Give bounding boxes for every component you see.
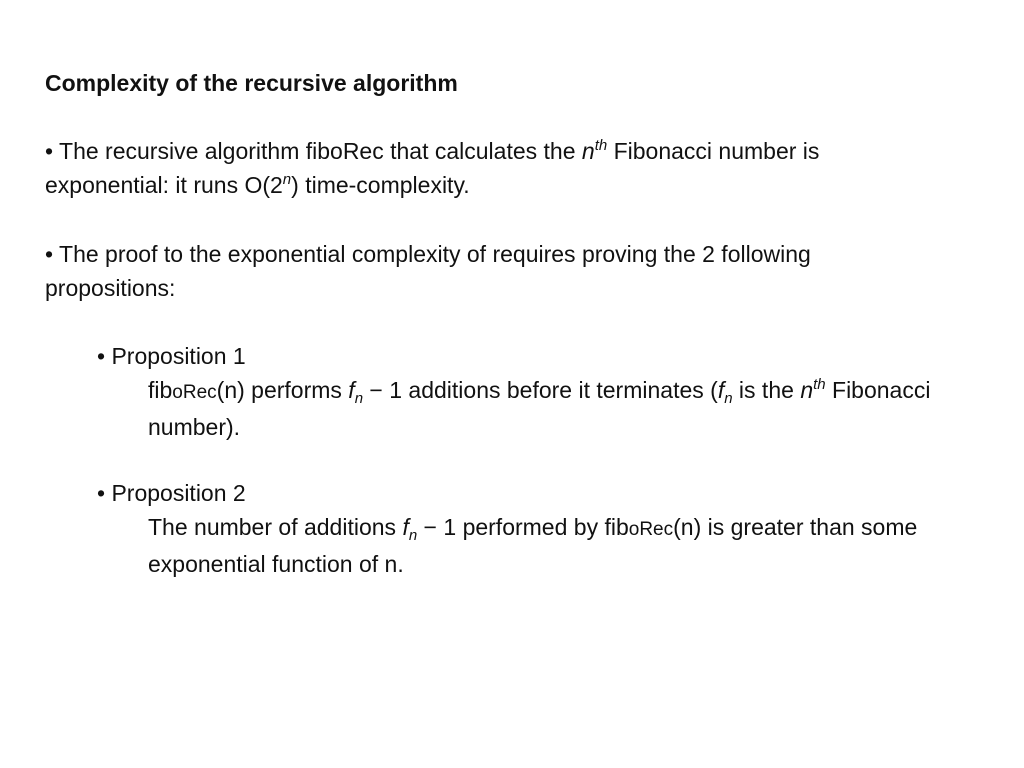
heading-text: Proposition 1 — [105, 343, 246, 369]
function-name-small: oRec — [628, 519, 674, 540]
proposition-2-body — [148, 510, 988, 581]
text: Fibonacci number is exponential: it runs O(2 — [45, 138, 820, 198]
subscript-n: n — [724, 390, 733, 407]
exponent-n: n — [282, 171, 292, 188]
proposition-2-heading — [97, 476, 246, 510]
variable-n: n — [800, 377, 814, 403]
variable-f: f — [717, 377, 725, 403]
text: The proof to the exponential complexity of requires proving the 2 following propositions: — [45, 241, 811, 301]
text: − 1 performed by — [417, 514, 605, 540]
bullet-recursive-algorithm — [45, 134, 925, 202]
subscript-n: n — [408, 527, 418, 544]
text: (n) performs — [216, 377, 349, 403]
text: ) time-complexity. — [291, 172, 470, 198]
heading-text: Proposition 2 — [105, 480, 246, 506]
text: The number of additions — [148, 514, 403, 540]
function-name: fib — [148, 377, 173, 403]
function-name: fib — [604, 514, 629, 540]
superscript-th: th — [813, 376, 826, 393]
text: The recursive algorithm fiboRec that calculates the — [53, 138, 582, 164]
text: − 1 additions before it terminates ( — [363, 377, 718, 403]
bullet-glyph: • — [45, 241, 54, 267]
variable-n: n — [581, 138, 595, 164]
function-name-small: oRec — [172, 382, 217, 403]
slide-title: Complexity of the recursive algorithm — [45, 70, 458, 96]
variable-f: f — [348, 377, 355, 403]
proposition-1-body — [148, 373, 988, 444]
text: is the — [732, 377, 801, 403]
bullet-proof — [45, 237, 925, 305]
variable-f: f — [402, 514, 409, 540]
bullet-glyph: • — [97, 343, 106, 369]
subscript-n: n — [354, 390, 364, 407]
proposition-1-heading — [97, 339, 246, 373]
superscript-th: th — [594, 137, 608, 154]
bullet-glyph: • — [97, 480, 106, 506]
text: (n) is greater than some exponential function of n. — [148, 514, 918, 577]
bullet-glyph: • — [45, 138, 54, 164]
text: Fibonacci number). — [148, 377, 931, 440]
